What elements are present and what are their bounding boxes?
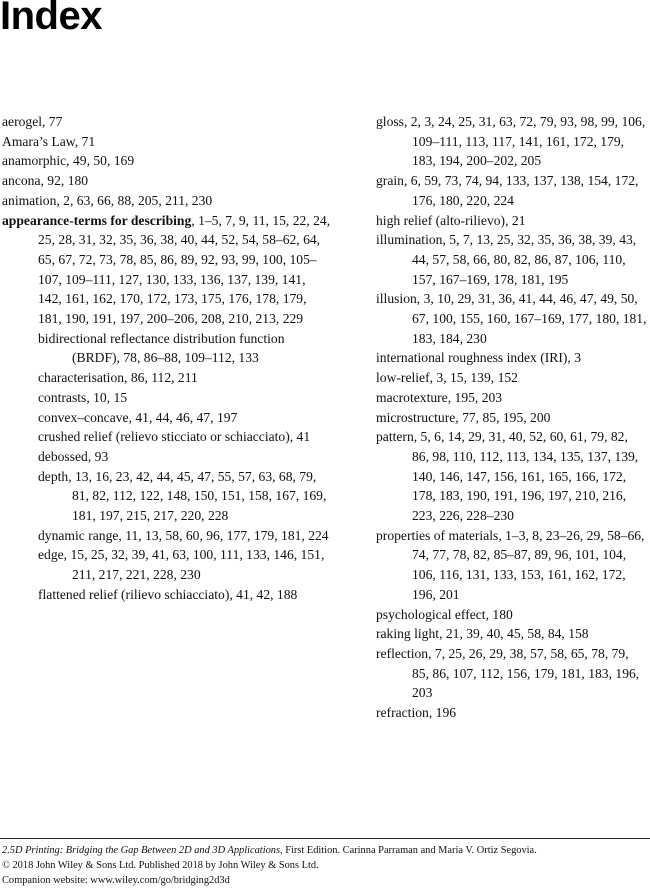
index-term: reflection <box>376 645 429 661</box>
page-footer <box>0 838 650 888</box>
index-term: depth <box>38 468 69 484</box>
index-page-refs: , 21, 39, 40, 45, 58, 84, 158 <box>439 626 589 642</box>
index-entry <box>376 703 648 723</box>
index-term: illumination <box>376 232 443 248</box>
index-entry <box>2 211 332 329</box>
index-column-right <box>376 112 648 723</box>
index-page-refs: , 93 <box>87 448 109 464</box>
index-term: properties of materials <box>376 527 499 543</box>
index-page-refs: , 6, 59, 73, 74, 94, 133, 137, 138, 154, 172, 176, 180, 220, 224 <box>403 173 639 208</box>
index-page-refs: , 196 <box>428 705 457 721</box>
index-term: appearance-terms for describing <box>2 212 192 228</box>
index-entry <box>376 644 648 703</box>
index-page-refs: , 2, 3, 24, 25, 31, 63, 72, 79, 93, 98, 99, 106, 109–111, 113, 117, 141, 161, 172, 179, 183, 194, 200–202, 205 <box>403 114 646 169</box>
index-entry <box>2 112 332 132</box>
index-term: ancona <box>2 173 41 189</box>
index-page-refs: , 5, 6, 14, 29, 31, 40, 52, 60, 61, 79, 82, 86, 98, 110, 112, 113, 134, 135, 137, 139, 140, 146, 147, 156, 161, 165, 166, 172, 178, 183, 190, 191, 196, 197, 210, 216, 223, 226, 228–230 <box>412 429 639 524</box>
index-term: debossed <box>38 448 88 464</box>
footer-copyright: © 2018 John Wiley & Sons Ltd. Published 2018 by John Wiley & Sons Ltd. <box>2 860 319 871</box>
index-entry <box>2 427 332 447</box>
footer-citation <box>2 843 650 858</box>
index-entry <box>376 388 648 408</box>
index-entry <box>376 408 648 428</box>
index-page-refs: , 41, 44, 46, 47, 197 <box>128 409 238 425</box>
index-term: microstructure <box>376 409 456 425</box>
index-term: aerogel <box>2 114 42 129</box>
index-term: psychological effect <box>376 606 486 622</box>
index-term: gloss <box>376 114 404 129</box>
index-term: high relief (alto-rilievo) <box>376 212 506 228</box>
index-entry <box>376 624 648 644</box>
index-entry <box>376 112 648 171</box>
index-term: Amara’s Law <box>2 133 75 149</box>
page-title: Index <box>0 0 102 38</box>
index-term: anamorphic <box>2 153 67 169</box>
index-entry <box>2 151 332 171</box>
index-entry <box>2 467 332 526</box>
index-entry <box>2 368 332 388</box>
index-entry <box>2 408 332 428</box>
index-entry <box>2 191 332 211</box>
index-entry <box>376 526 648 605</box>
index-entry <box>2 526 332 546</box>
index-page-refs: , 71 <box>74 133 96 149</box>
index-entry <box>376 427 648 526</box>
index-term: characterisation <box>38 370 125 386</box>
index-page-refs: , 180 <box>485 606 513 622</box>
index-page-refs: , 77, 85, 195, 200 <box>455 409 551 425</box>
index-page-refs: , 13, 16, 23, 42, 44, 45, 47, 55, 57, 63, 68, 79, 81, 82, 112, 122, 148, 150, 151, 158, 167, 169, 181, 197, 215, 217, 220, 228 <box>68 468 327 524</box>
index-term: animation <box>2 192 57 208</box>
index-term: raking light <box>376 626 440 642</box>
index-page-refs: , 3 <box>567 350 581 366</box>
index-term: illusion <box>376 291 417 307</box>
index-page-refs: , 3, 15, 139, 152 <box>429 370 518 386</box>
index-entry <box>376 289 648 348</box>
index-entry <box>2 132 332 152</box>
index-entry <box>2 388 332 408</box>
index-page-refs: , 7, 25, 26, 29, 38, 57, 58, 65, 78, 79, 85, 86, 107, 112, 156, 179, 181, 183, 196, 203 <box>412 645 640 701</box>
index-term: grain <box>376 173 404 189</box>
index-page-refs: , 78, 86–88, 109–112, 133 <box>116 350 259 366</box>
index-column-left <box>2 112 332 605</box>
index-term: low-relief <box>376 370 430 386</box>
index-entry <box>376 171 648 210</box>
index-page-refs: , 49, 50, 169 <box>66 153 135 169</box>
index-page-refs: , 11, 13, 58, 60, 96, 177, 179, 181, 224 <box>118 527 329 543</box>
index-term: international roughness index (IRI) <box>376 350 568 366</box>
index-entry <box>2 171 332 191</box>
index-term: pattern <box>376 429 414 445</box>
index-page-refs: , 195, 203 <box>447 389 503 405</box>
index-page-refs: , 77 <box>42 114 63 129</box>
index-page-refs: , 21 <box>505 212 526 228</box>
index-term: convex–concave <box>38 409 129 425</box>
index-entry <box>376 605 648 625</box>
index-entry <box>376 368 648 388</box>
index-entry <box>2 545 332 584</box>
index-entry <box>2 329 332 368</box>
index-page-refs: , 5, 7, 13, 25, 32, 35, 36, 38, 39, 43, 44, 57, 58, 66, 80, 82, 86, 87, 106, 110, 157, 167–169, 178, 181, 195 <box>412 232 637 287</box>
book-title: 2.5D Printing: Bridging the Gap Between 2D and 3D Applications <box>2 845 281 856</box>
edition-authors: , First Edition. Carinna Parraman and Maria V. Ortiz Segovia. <box>280 845 537 856</box>
index-term: contrasts <box>38 389 87 405</box>
footer-companion-website: Companion website: www.wiley.com/go/bridging2d3d <box>2 875 230 886</box>
index-page-refs: , 41, 42, 188 <box>229 586 298 602</box>
index-term: dynamic range <box>38 527 119 543</box>
index-entry <box>2 447 332 467</box>
index-entry <box>376 230 648 289</box>
index-term: crushed relief (relievo sticciato or schiacciato) <box>38 429 290 445</box>
index-entry <box>2 585 332 605</box>
index-term: flattened relief (rilievo schiacciato) <box>38 586 230 602</box>
index-page-refs: , 2, 63, 66, 88, 205, 211, 230 <box>56 192 213 208</box>
index-term: macrotexture <box>376 389 448 405</box>
index-term: edge <box>38 547 64 563</box>
index-page-refs: , 86, 112, 211 <box>124 370 198 386</box>
index-entry <box>376 211 648 231</box>
index-page-refs: , 15, 25, 32, 39, 41, 63, 100, 111, 133, 146, 151, 211, 217, 221, 228, 230 <box>63 547 325 583</box>
index-page-refs: , 1–5, 7, 9, 11, 15, 22, 24, 25, 28, 31, 32, 35, 36, 38, 40, 44, 52, 54, 58–62, 64, 65, 67, 72, 73, 78, 85, 86, 89, 92, 93, 99, 100, 105–107, 109–111, 127, 130, 133, 136, 137, 139, 141, 142, 161, 162, 170, 172, 173, 175, 176, 178, 179, 181, 190, 191, 197, 200–206, 208, 210, 213, 229 <box>38 212 331 327</box>
index-term: bidirectional reflectance distribution function (BRDF) <box>38 330 285 366</box>
index-page-refs: , 41 <box>289 429 311 445</box>
index-entry <box>376 348 648 368</box>
index-page-refs: , 10, 15 <box>86 389 128 405</box>
index-page-refs: , 3, 10, 29, 31, 36, 41, 44, 46, 47, 49, 50, 67, 100, 155, 160, 167–169, 177, 180, 181, 183, 184, 230 <box>412 291 647 346</box>
index-page-refs: , 92, 180 <box>40 173 89 189</box>
index-term: refraction <box>376 705 429 721</box>
index-page-refs: , 1–3, 8, 23–26, 29, 58–66, 74, 77, 78, 82, 85–87, 89, 96, 101, 104, 106, 116, 131, 133, 153, 161, 162, 172, 196, 201 <box>412 527 645 602</box>
